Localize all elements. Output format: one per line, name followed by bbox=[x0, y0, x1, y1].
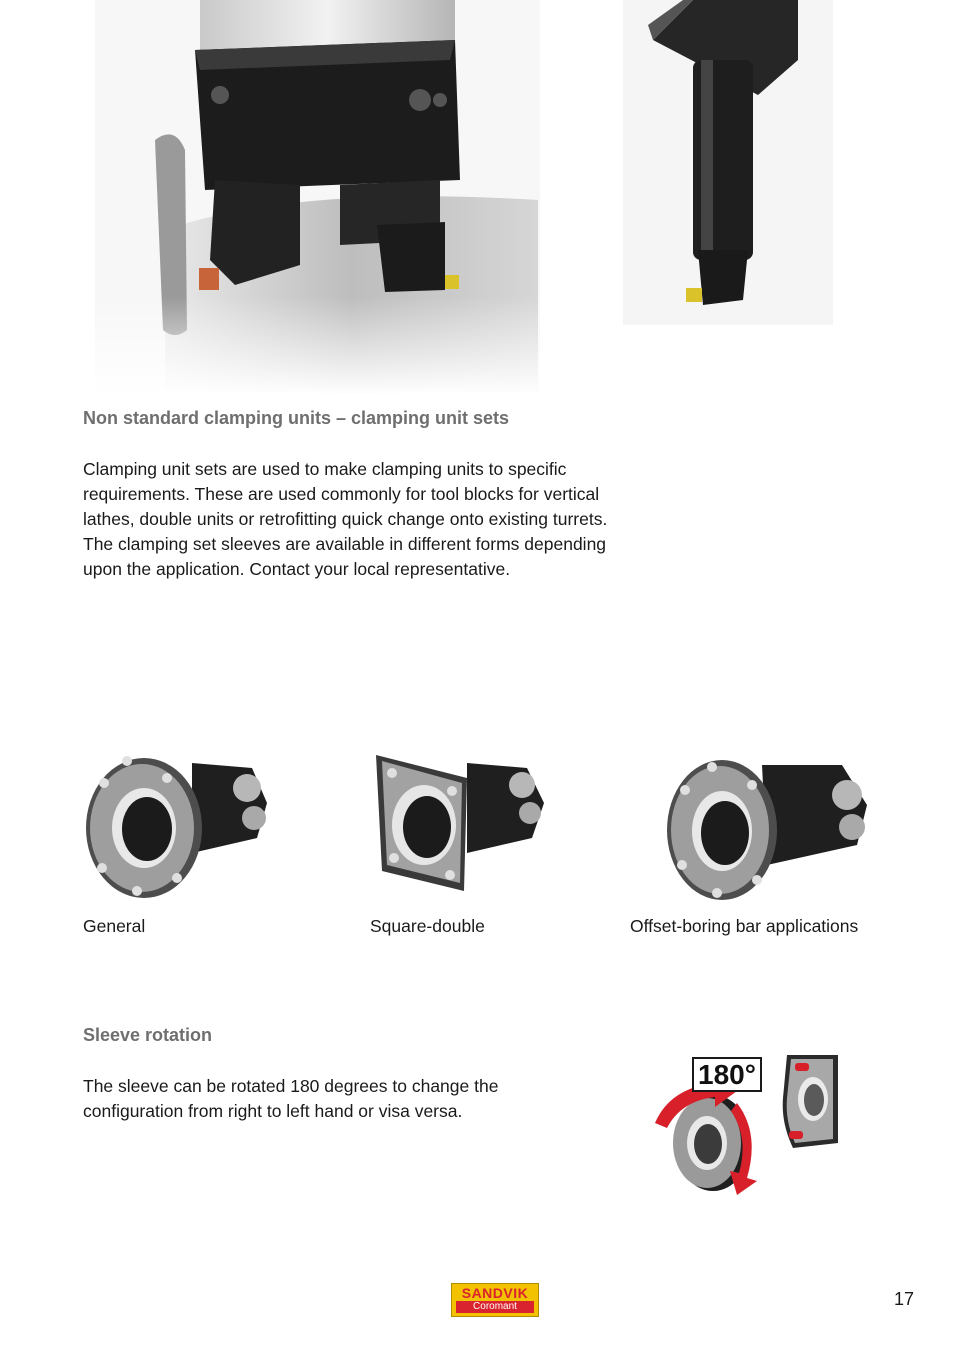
logo-sub-brand-label: Coromant bbox=[473, 1301, 517, 1312]
clamping-unit-sets-paragraph bbox=[83, 457, 723, 582]
sleeve-rotation-diagram bbox=[645, 1053, 845, 1198]
logo-brand-text: SANDVIK bbox=[461, 1285, 529, 1301]
sandvik-coromant-logo bbox=[451, 1283, 539, 1317]
caption-general: General bbox=[83, 916, 146, 936]
offset-boring-bar-sleeve-image bbox=[667, 755, 872, 905]
boring-bar-image bbox=[623, 0, 833, 325]
section-heading-sleeve-rotation: Sleeve rotation bbox=[83, 1025, 213, 1045]
rotation-angle-label: 180° bbox=[698, 1059, 756, 1090]
paragraph-line: The sleeve can be rotated 180 degrees to change the bbox=[83, 1076, 499, 1096]
caption-square-double: Square-double bbox=[370, 916, 485, 936]
paragraph-line: lathes, double units or retrofitting quick change onto existing turrets. bbox=[83, 509, 608, 529]
paragraph-line: configuration from right to left hand or visa versa. bbox=[83, 1101, 463, 1121]
paragraph-line: The clamping set sleeves are available in different forms depending bbox=[83, 534, 607, 554]
general-sleeve-image bbox=[82, 743, 272, 903]
paragraph-line: Clamping unit sets are used to make clamping units to specific bbox=[83, 459, 567, 479]
paragraph-line: upon the application. Contact your local representative. bbox=[83, 559, 511, 579]
sleeve-rotation-paragraph bbox=[83, 1074, 603, 1124]
logo-sub-brand-text bbox=[456, 1301, 534, 1313]
square-double-sleeve-image bbox=[372, 753, 552, 893]
page-number: 17 bbox=[894, 1289, 915, 1309]
section-heading-clamping-unit-sets: Non standard clamping units – clamping unit sets bbox=[83, 408, 510, 428]
caption-offset-boring-bar: Offset-boring bar applications bbox=[630, 916, 859, 936]
paragraph-line: requirements. These are used commonly for tool blocks for vertical bbox=[83, 484, 600, 504]
turret-tool-block-image bbox=[95, 0, 540, 395]
